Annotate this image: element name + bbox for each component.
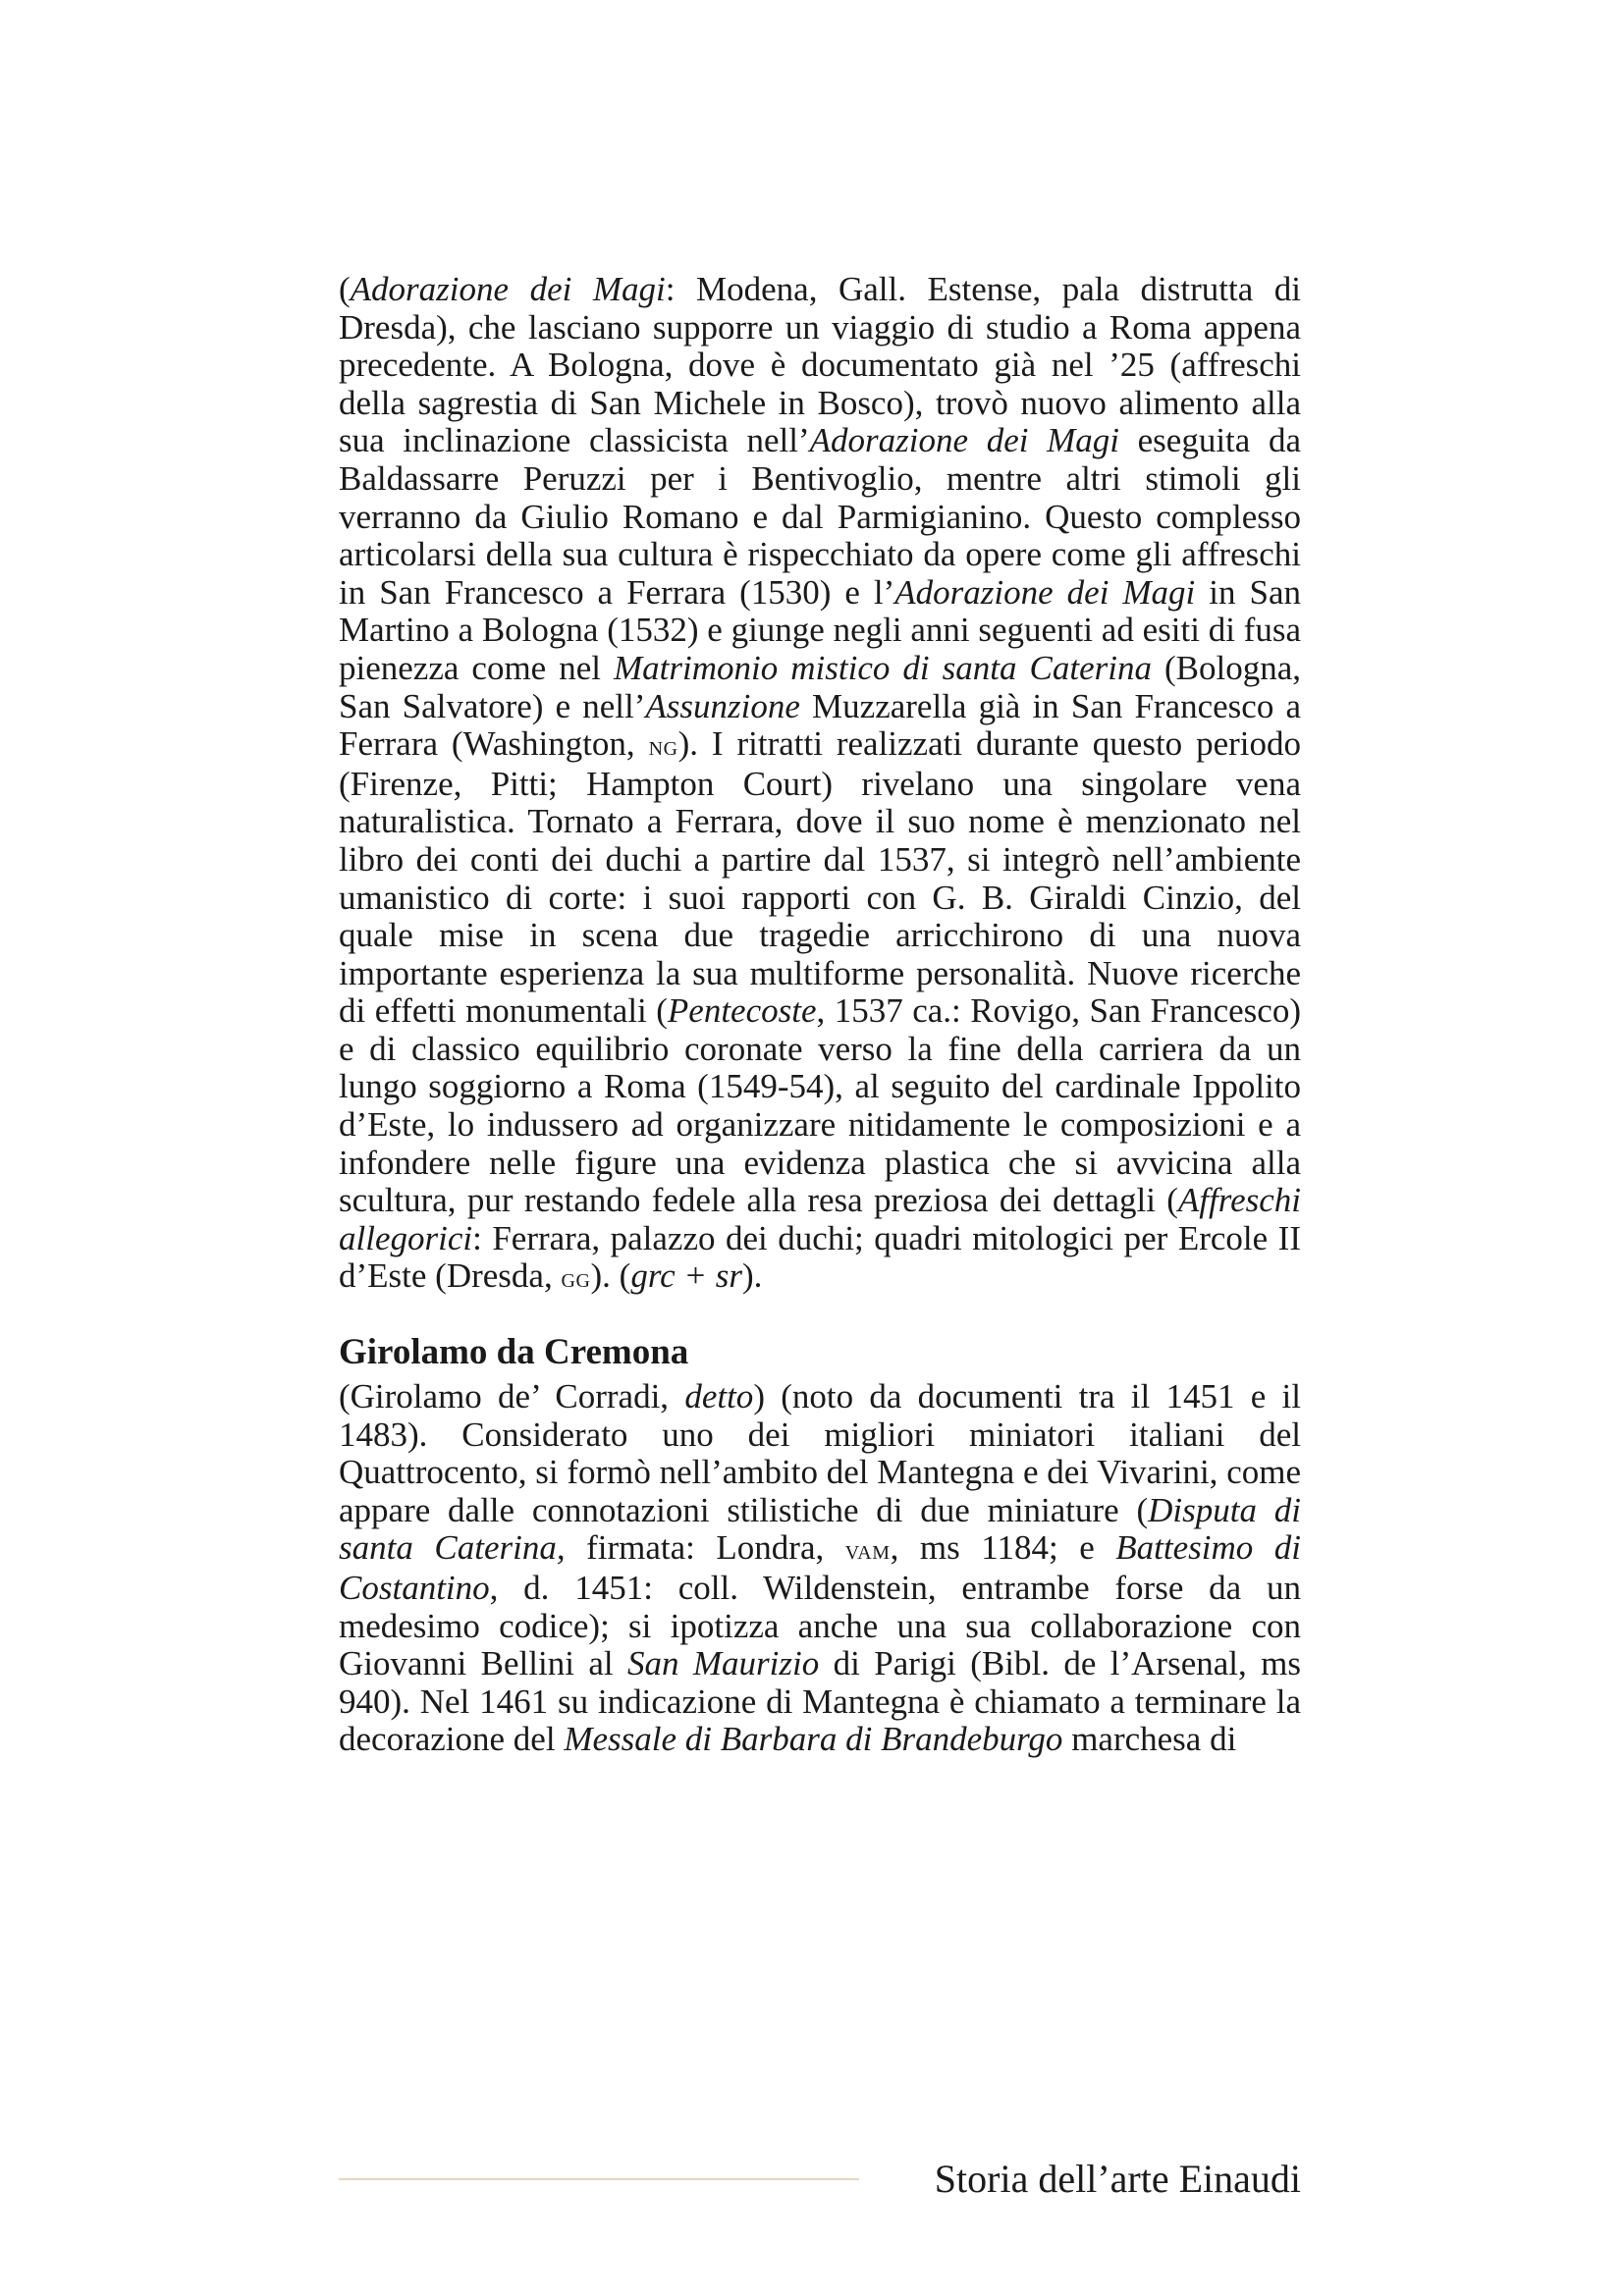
small-caps-run: vam <box>844 1534 891 1567</box>
italic-run: Assunzione <box>645 686 800 725</box>
text-run: : Modena, Gall. Estense, pala distrutta di Dresda), che lasciano supporre un viaggio di studio a Roma appena precedente. A Bologna, dove è documentato già nel ’25 (affreschi della sagrestia di San Michele in Bosco), trovò nuovo alimento alla sua inclinazione classicista nell’ <box>339 270 1301 460</box>
text-run: (Girolamo de’ Corradi, <box>339 1377 685 1416</box>
text-run: firmata: Londra, <box>565 1528 845 1568</box>
text-run: eseguita da Baldassarre Peruzzi per i Bentivoglio, mentre altri stimoli gli verranno da Giulio Romano e dal Parmigianino. Questo complesso articolarsi della sua cultura è rispecchiato da opere come gli affreschi in San Francesco a Ferrara (1530) e l’ <box>339 421 1301 612</box>
text-run: , d. 1451: coll. Wildenstein, entrambe forse da un medesimo codice); si ipotizza anche una sua collaborazione con Giovanni Bellini al <box>339 1569 1301 1683</box>
text-run: in San Martino a Bologna (1532) e giunge negli anni seguenti ad esiti di fusa pienezza come nel <box>339 572 1301 687</box>
small-caps-run: gg <box>561 1262 591 1295</box>
italic-run: grc + sr <box>630 1256 743 1296</box>
text-run: , ms 1184; e <box>890 1528 1116 1568</box>
italic-run: Adorazione dei Magi <box>894 572 1196 612</box>
text-run: di Parigi (Bibl. de l’Arsenal, ms 940). Nel 1461 su indicazione di Mantegna è chiamato a terminare la decorazione del <box>339 1644 1301 1759</box>
footer-title: Storia dell’arte Einaudi <box>934 2157 1301 2201</box>
text-run: Muzzarella già in San Francesco a Ferrara (Washington, <box>339 686 1301 764</box>
italic-run: Disputa di santa Caterina, <box>339 1490 1301 1568</box>
text-column <box>339 271 1301 1759</box>
text-run: , 1537 ca.: Rovigo, San Francesco) e di classico equilibrio coronate verso la fine della carriera da un lungo soggiorno a Roma (1549-54), al seguito del cardinale Ippolito d’Este, lo indussero ad organizzare nitidamente le composizioni e a infondere nelle figure una evidenza plastica che si avvicina alla scultura, pur restando fedele alla resa preziosa dei dettagli ( <box>339 991 1301 1220</box>
text-run: ( <box>339 270 351 308</box>
italic-run: Battesimo di Costantino <box>339 1528 1301 1607</box>
italic-run: Affreschi allegorici <box>339 1181 1301 1257</box>
text-run: marchesa di <box>1062 1720 1237 1759</box>
small-caps-run: ng <box>648 730 678 763</box>
entry-title: Girolamo da Cremona <box>339 1332 689 1373</box>
footer-rule <box>339 2178 859 2180</box>
text-run: : Ferrara, palazzo dei duchi; quadri mitologici per Ercole II d’Este (Dresda, <box>339 1218 1301 1296</box>
italic-run: San Maurizio <box>626 1644 820 1683</box>
italic-run: Adorazione dei Magi <box>350 270 666 308</box>
italic-run: Adorazione dei Magi <box>809 421 1119 460</box>
italic-run: detto <box>684 1377 754 1416</box>
entry-continuation-paragraph <box>339 271 1301 1298</box>
text-run: (Bologna, San Salvatore) e nell’ <box>339 648 1301 725</box>
entry-body-paragraph <box>339 1378 1301 1759</box>
italic-run: Matrimonio mistico di santa Caterina <box>614 648 1152 687</box>
text-run: ) (noto da documenti tra il 1451 e il 1483). Considerato uno dei migliori miniatori italiani del Quattrocento, si formò nell’ambito del Mantegna e dei Vivarini, come appare dalle connotazioni stilistiche di due miniature ( <box>339 1377 1302 1529</box>
text-run: ). I ritratti realizzati durante questo periodo (Firenze, Pitti; Hampton Court) rivelano una singolare vena naturalistica. Tornato a Ferrara, dove il suo nome è menzionato nel libro dei conti dei duchi a partire dal 1537, si integrò nell’ambiente umanistico di corte: i suoi rapporti con G. B. Giraldi Cinzio, del quale mise in scena due tragedie arricchirono di una nuova importante esperienza la sua multiforme personalità. Nuove ricerche di effetti monumentali ( <box>339 724 1301 1031</box>
italic-run: Messale di Barbara di Brandeburgo <box>564 1720 1063 1759</box>
italic-run: Pentecoste <box>667 991 817 1031</box>
text-run: ). ( <box>590 1256 631 1296</box>
text-run: ). <box>742 1256 763 1296</box>
